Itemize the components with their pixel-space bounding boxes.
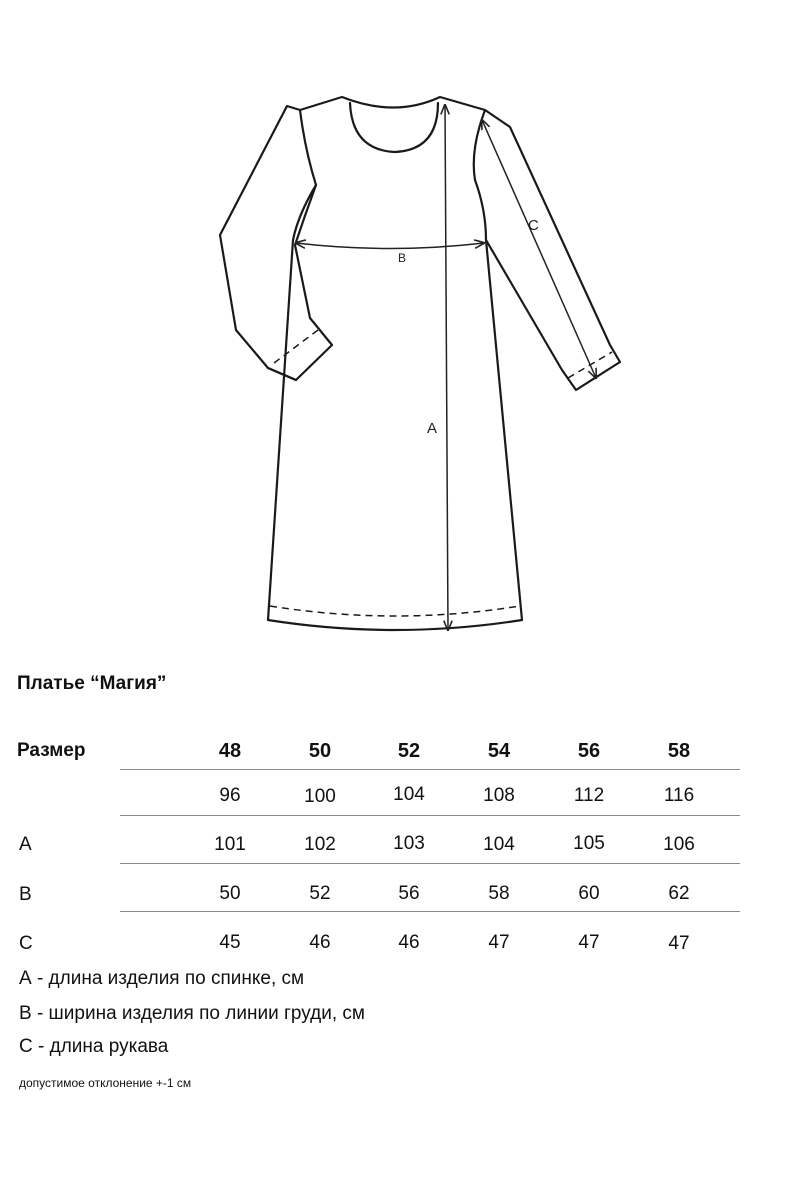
table-cell: 47	[578, 932, 600, 953]
right-sleeve	[485, 110, 620, 390]
table-cell: 103	[393, 833, 425, 854]
table-cell: 112	[573, 785, 605, 806]
row-label-c: C	[19, 933, 33, 954]
left-cuff-stitch	[274, 330, 318, 363]
size-58: 58	[667, 740, 691, 762]
size-56: 56	[577, 740, 601, 762]
measure-a-label: A	[427, 420, 438, 437]
table-cell: 105	[573, 833, 605, 854]
bottom-hem-stitch	[270, 606, 520, 616]
table-cell: 62	[668, 883, 690, 904]
measure-a-arrow	[445, 105, 448, 630]
size-50: 50	[308, 740, 332, 762]
neckline	[350, 103, 438, 152]
row-label-b: B	[19, 884, 32, 905]
size-52: 52	[397, 740, 421, 762]
table-cell: 52	[309, 883, 331, 904]
table-rule	[120, 769, 740, 770]
table-cell: 116	[663, 785, 695, 806]
table-cell: 101	[214, 834, 246, 855]
measure-c-label: C	[528, 217, 539, 234]
table-rule	[120, 911, 740, 912]
table-cell: 104	[483, 834, 515, 855]
table-cell: 60	[578, 883, 600, 904]
table-cell: 56	[398, 883, 420, 904]
table-rule	[120, 815, 740, 816]
table-cell: 47	[488, 932, 510, 953]
table-cell: 46	[309, 932, 331, 953]
measure-b-label: B	[398, 251, 407, 265]
table-cell: 46	[398, 932, 420, 953]
tolerance-note: допустимое отклонение +-1 см	[19, 1076, 192, 1090]
table-cell: 102	[304, 834, 336, 855]
row-label-a: A	[19, 834, 32, 855]
table-cell: 96	[219, 785, 241, 806]
measure-b-arrow	[296, 243, 484, 249]
dress-outline	[268, 97, 522, 630]
size-48: 48	[218, 740, 242, 762]
table-cell: 100	[304, 786, 336, 807]
table-cell: 45	[219, 932, 241, 953]
table-cell: 106	[663, 834, 695, 855]
table-rule	[120, 863, 740, 864]
size-54: 54	[487, 740, 511, 762]
table-cell: 108	[483, 785, 515, 806]
table-cell: 104	[393, 784, 425, 805]
table-cell: 50	[219, 883, 241, 904]
product-title: Платье “Магия”	[17, 673, 167, 694]
legend-a: А - длина изделия по спинке, см	[19, 968, 305, 989]
legend-b: В - ширина изделия по линии груди, см	[19, 1003, 365, 1024]
size-header-label: Размер	[17, 740, 86, 761]
measure-c-arrow	[482, 120, 596, 378]
table-cell: 47	[668, 933, 690, 954]
table-cell: 58	[488, 883, 510, 904]
legend-c: С - длина рукава	[19, 1036, 169, 1057]
left-sleeve	[220, 106, 332, 380]
